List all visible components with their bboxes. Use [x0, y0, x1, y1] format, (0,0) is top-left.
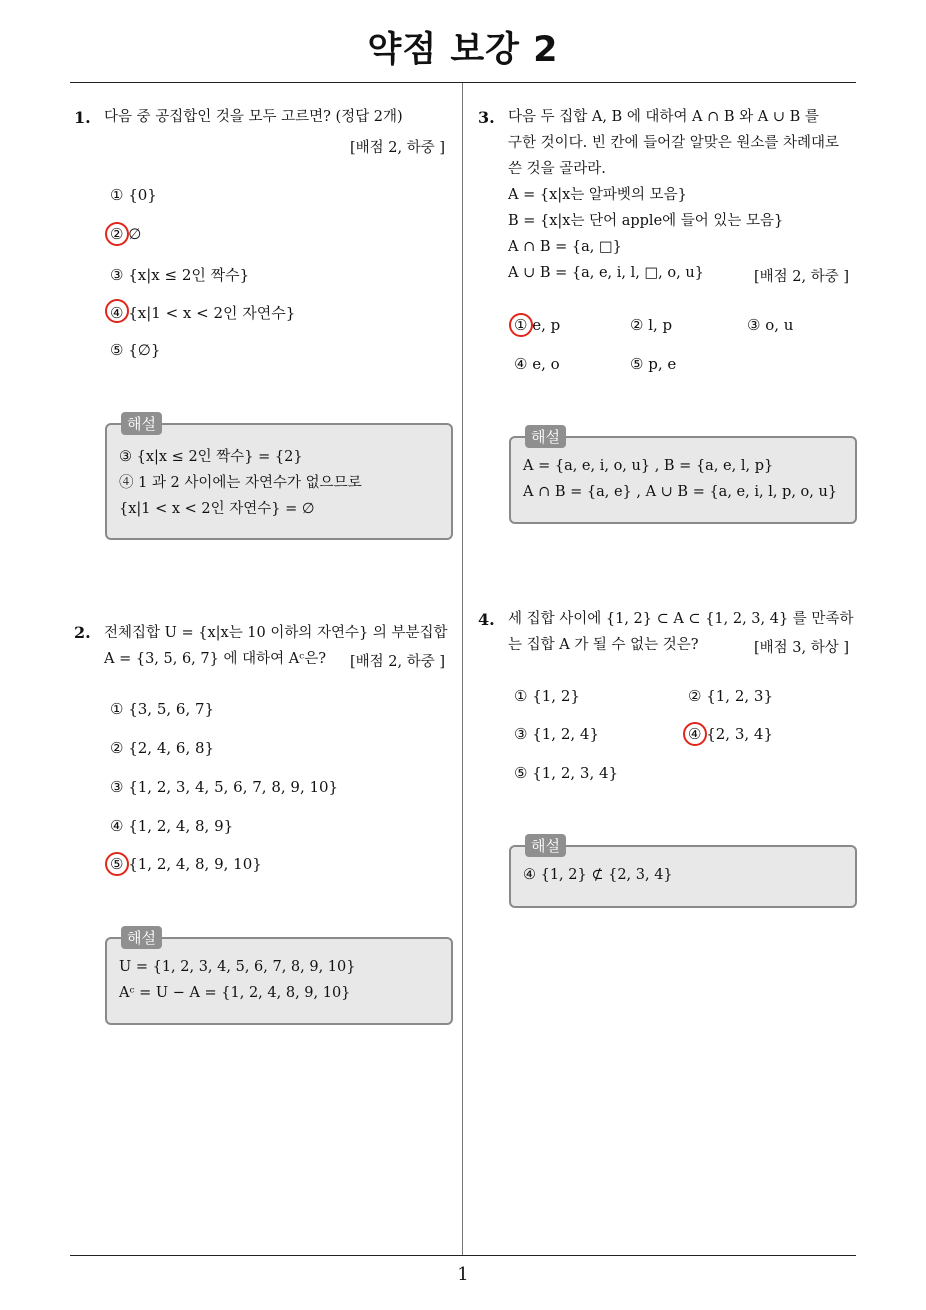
option-1[interactable]: ① {0}	[110, 186, 157, 204]
solution-line: A ∩ B = {a, e} , A ∪ B = {a, e, i, l, p, o, u}	[523, 484, 838, 500]
option-5[interactable]: ⑤ {1, 2, 4, 8, 9, 10}	[110, 855, 262, 873]
answer-mark-circle	[105, 299, 129, 323]
solution-line: ④ 1 과 2 사이에는 자연수가 없으므로	[119, 475, 362, 491]
question-number: 4.	[478, 610, 495, 629]
option-5[interactable]: ⑤ {1, 2, 3, 4}	[514, 764, 619, 782]
question-line: 전체집합 U = {x|x는 10 이하의 자연수} 의 부분집합	[104, 625, 448, 641]
question-line: 는 집합 A 가 될 수 없는 것은?	[508, 637, 699, 653]
question-line: 다음 중 공집합인 것을 모두 고르면? (정답 2개)	[104, 109, 403, 125]
page-title: 약점 보강 2	[367, 30, 559, 70]
option-4[interactable]: ④ {1, 2, 4, 8, 9}	[110, 817, 234, 835]
solution-line: Aᶜ = U − A = {1, 2, 4, 8, 9, 10}	[119, 985, 351, 1001]
solution-box	[105, 929, 453, 1025]
question-line: B = {x|x는 단어 apple에 들어 있는 모음}	[508, 213, 784, 229]
option-4[interactable]: ④ {2, 3, 4}	[688, 725, 774, 743]
solution-label: 해설	[525, 834, 566, 857]
question-text	[508, 104, 839, 286]
column-divider	[462, 83, 463, 1256]
option-2[interactable]: ② l, p	[630, 316, 673, 334]
question-line: A ∪ B = {a, e, i, l, □, o, u}	[508, 265, 704, 281]
question-number: 2.	[74, 623, 91, 642]
option-3[interactable]: ③ {x|x ≤ 2인 짝수}	[110, 266, 250, 284]
option-2[interactable]: ② {2, 4, 6, 8}	[110, 739, 215, 757]
score-label: [배점 3, 하상 ]	[754, 640, 850, 656]
option-4[interactable]: ④ {x|1 < x < 2인 자연수}	[110, 304, 296, 322]
solution-line: ④ {1, 2} ⊄ {2, 3, 4}	[523, 867, 673, 883]
top-divider	[70, 82, 856, 83]
question-text	[104, 104, 403, 130]
option-5[interactable]: ⑤ {∅}	[110, 341, 161, 359]
option-2[interactable]: ② {1, 2, 3}	[688, 687, 774, 705]
score-label: [배점 2, 하중 ]	[754, 269, 850, 285]
answer-mark-circle	[105, 222, 129, 246]
question-line: A ∩ B = {a, □}	[508, 239, 622, 255]
answer-mark-circle	[509, 313, 533, 337]
option-3[interactable]: ③ {1, 2, 3, 4, 5, 6, 7, 8, 9, 10}	[110, 778, 339, 796]
option-3[interactable]: ③ o, u	[747, 316, 794, 334]
option-1[interactable]: ① {1, 2}	[514, 687, 580, 705]
page-number: 1	[457, 1264, 469, 1285]
solution-line: ③ {x|x ≤ 2인 짝수} = {2}	[119, 449, 303, 465]
option-3[interactable]: ③ {1, 2, 4}	[514, 725, 600, 743]
question-line: A = {x|x는 알파벳의 모음}	[508, 187, 687, 203]
solution-label: 해설	[121, 926, 162, 949]
solution-box	[509, 837, 857, 908]
solution-label: 해설	[525, 425, 566, 448]
answer-mark-circle	[105, 852, 129, 876]
score-label: [배점 2, 하중 ]	[350, 654, 446, 670]
option-2[interactable]: ② ∅	[110, 225, 142, 243]
question-number: 3.	[478, 108, 495, 127]
question-line: 세 집합 사이에 {1, 2} ⊂ A ⊂ {1, 2, 3, 4} 를 만족하	[508, 611, 854, 627]
answer-mark-circle	[683, 722, 707, 746]
question-line: A = {3, 5, 6, 7} 에 대하여 Aᶜ은?	[104, 651, 326, 667]
option-5[interactable]: ⑤ p, e	[630, 355, 677, 373]
option-1[interactable]: ① {3, 5, 6, 7}	[110, 700, 215, 718]
solution-line: U = {1, 2, 3, 4, 5, 6, 7, 8, 9, 10}	[119, 959, 356, 975]
option-4[interactable]: ④ e, o	[514, 355, 560, 373]
option-1[interactable]: ① e, p	[514, 316, 561, 334]
question-number: 1.	[74, 108, 91, 127]
solution-box	[509, 428, 857, 524]
solution-label: 해설	[121, 412, 162, 435]
question-line: 쓴 것을 골라라.	[508, 161, 606, 177]
bottom-divider	[70, 1255, 856, 1256]
question-line: 다음 두 집합 A, B 에 대하여 A ∩ B 와 A ∪ B 를	[508, 109, 819, 125]
solution-line: {x|1 < x < 2인 자연수} = ∅	[119, 501, 315, 517]
solution-box	[105, 415, 453, 540]
score-label: [배점 2, 하중 ]	[350, 140, 446, 156]
solution-line: A = {a, e, i, o, u} , B = {a, e, l, p}	[523, 458, 774, 474]
question-line: 구한 것이다. 빈 칸에 들어갈 알맞은 원소를 차례대로	[508, 135, 840, 151]
